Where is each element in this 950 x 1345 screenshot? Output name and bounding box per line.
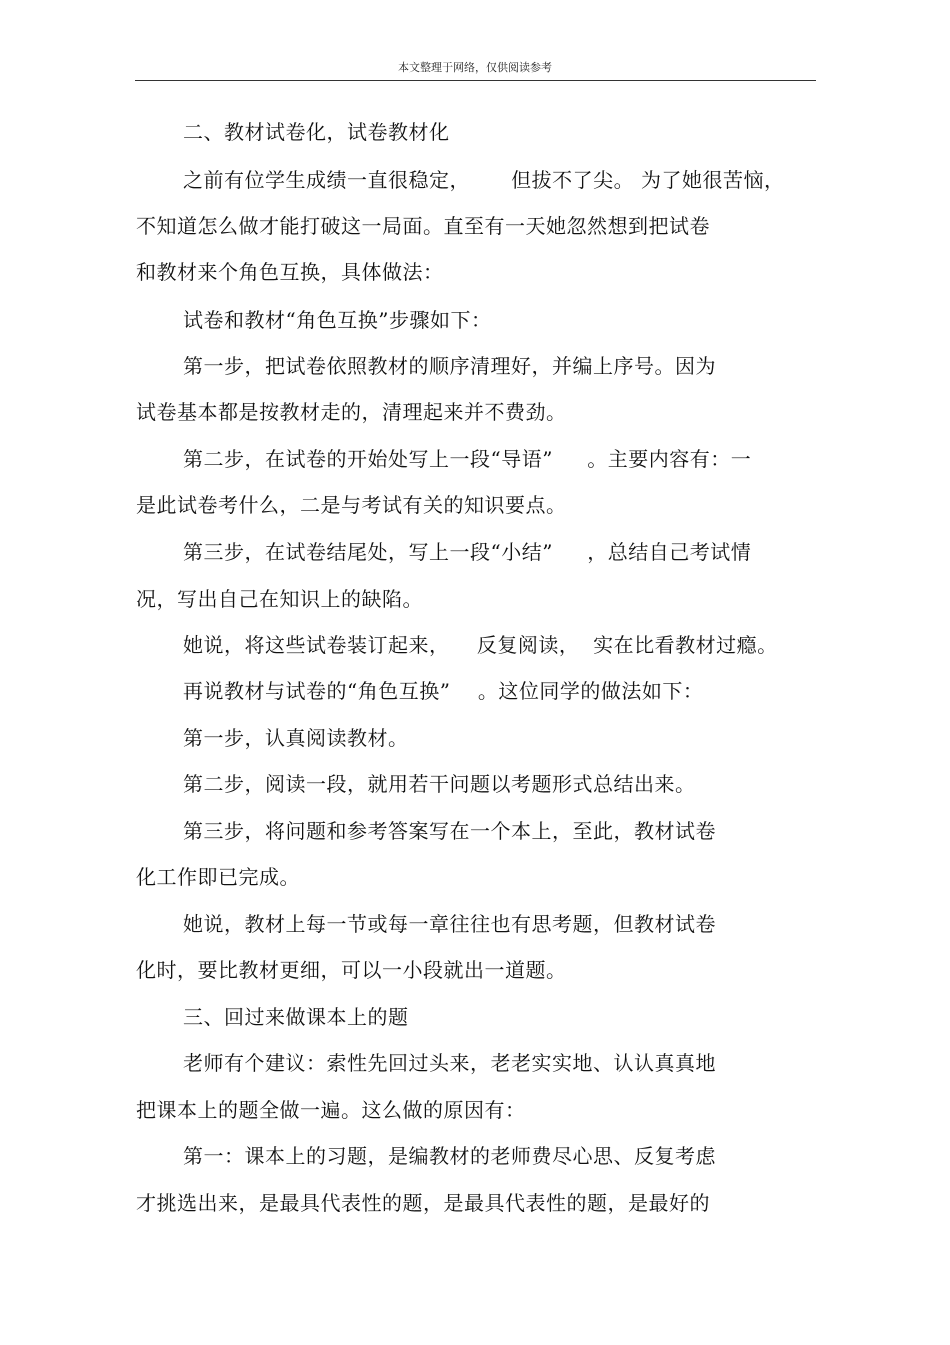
- paragraph-line: 第一步，把试卷依照教材的顺序清理好，并编上序号。因为: [183, 354, 716, 378]
- paragraph-line: 第二步，阅读一段，就用若干问题以考题形式总结出来。: [183, 772, 696, 796]
- section-heading-3: 三、回过来做课本上的题: [183, 1005, 409, 1029]
- paragraph-line: 第一：课本上的习题，是编教材的老师费尽心思、反复考虑: [183, 1144, 716, 1168]
- paragraph-line: 她说，将这些试卷装订起来， 反复阅读， 实在比看教材过瘾。: [183, 633, 778, 657]
- page-header: 本文整理于网络，仅供阅读参考: [398, 61, 552, 74]
- paragraph-line: 第二步，在试卷的开始处写上一段“导语” 。主要内容有：一: [183, 447, 752, 471]
- paragraph-line: 老师有个建议：索性先回过头来，老老实实地、认认真真地: [183, 1051, 716, 1075]
- paragraph-line: 才挑选出来，是最具代表性的题，是最具代表性的题，是最好的: [136, 1191, 710, 1215]
- paragraph-line: 和教材来个角色互换，具体做法：: [136, 260, 444, 284]
- paragraph-line: 况，写出自己在知识上的缺陷。: [136, 587, 423, 611]
- paragraph-line: 第三步，将问题和参考答案写在一个本上，至此，教材试卷: [183, 819, 716, 843]
- section-heading-2: 二、教材试卷化，试卷教材化: [183, 120, 450, 144]
- paragraph-line: 化工作即已完成。: [136, 865, 300, 889]
- header-divider: [135, 80, 816, 81]
- paragraph-line: 试卷基本都是按教材走的，清理起来并不费劲。: [136, 400, 567, 424]
- paragraph-line: 把课本上的题全做一遍。这么做的原因有：: [136, 1098, 526, 1122]
- paragraph-line: 不知道怎么做才能打破这一局面。直至有一天她忽然想到把试卷: [136, 214, 710, 238]
- paragraph-line: 试卷和教材“角色互换”步骤如下：: [183, 308, 492, 332]
- paragraph-line: 第一步，认真阅读教材。: [183, 726, 409, 750]
- paragraph-line: 她说，教材上每一节或每一章往往也有思考题，但教材试卷: [183, 912, 716, 936]
- paragraph-line: 再说教材与试卷的“角色互换” 。这位同学的做法如下：: [183, 679, 704, 703]
- paragraph-line: 第三步，在试卷结尾处，写上一段“小结” ，总结自己考试情: [183, 540, 752, 564]
- paragraph-line: 化时，要比教材更细，可以一小段就出一道题。: [136, 958, 567, 982]
- paragraph-line: 是此试卷考什么，二是与考试有关的知识要点。: [136, 493, 567, 517]
- paragraph-line: 之前有位学生成绩一直很稳定， 但拔不了尖。 为了她很苦恼，: [183, 168, 785, 192]
